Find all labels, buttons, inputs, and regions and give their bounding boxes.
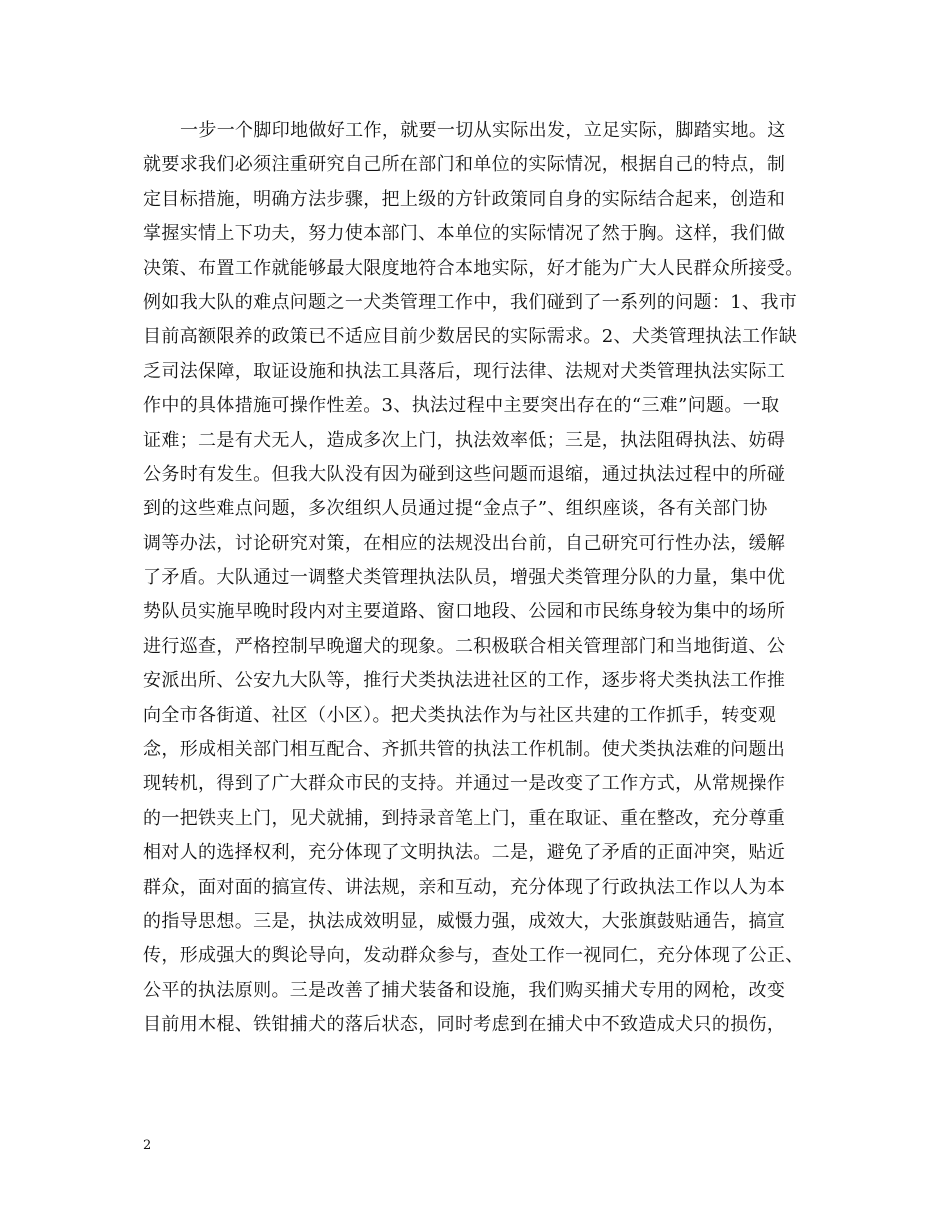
text-line: 的一把铁夹上门，见犬就捕，到持录音笔上门，重在取证、重在整改，充分尊重 [143, 807, 786, 829]
text-line: 目前用木棍、铁钳捕犬的落后状态，同时考虑到在捕犬中不致造成犬只的损伤， [143, 1014, 786, 1036]
text-line: 调等办法，讨论研究对策，在相应的法规没出台前，自己研究可行性办法，缓解 [143, 532, 786, 554]
text-line: 向全市各街道、社区（小区）。把犬类执法作为与社区共建的工作抓手，转变观 [143, 704, 777, 726]
text-line: 乏司法保障，取证设施和执法工具落后，现行法律、法规对犬类管理执法实际工 [143, 360, 786, 382]
text-line: 进行巡查，严格控制早晚遛犬的现象。二积极联合相关管理部门和当地街道、公 [143, 635, 786, 657]
text-line: 证难；二是有犬无人，造成多次上门，执法效率低；三是，执法阻碍执法、妨碍 [143, 429, 786, 451]
text-line: 决策、布置工作就能够最大限度地符合本地实际，好才能为广大人民群众所接受。 [143, 257, 804, 279]
text-line: 群众，面对面的搞宣传、讲法规，亲和互动，充分体现了行政执法工作以人为本 [143, 876, 786, 898]
text-line: 公平的执法原则。三是改善了捕犬装备和设施，我们购买捕犬专用的网枪，改变 [143, 979, 786, 1001]
text-line: 安派出所、公安九大队等，推行犬类执法进社区的工作，逐步将犬类执法工作推 [143, 670, 786, 692]
text-line: 目前高额限养的政策已不适应目前少数居民的实际需求。2、犬类管理执法工作缺 [143, 326, 798, 348]
text-line: 例如我大队的难点问题之一犬类管理工作中，我们碰到了一系列的问题：1、我市 [143, 291, 798, 313]
text-line: 现转机，得到了广大群众市民的支持。并通过一是改变了工作方式，从常规操作 [143, 773, 786, 795]
text-line: 掌握实情上下功夫，努力使本部门、本单位的实际情况了然于胸。这样，我们做 [143, 223, 786, 245]
text-line: 相对人的选择权利，充分体现了文明执法。二是，避免了矛盾的正面冲突，贴近 [143, 842, 786, 864]
text-line: 的指导思想。三是，执法成效明显，威慑力强，成效大，大张旗鼓贴通告，搞宣 [143, 910, 786, 932]
text-line: 了矛盾。大队通过一调整犬类管理执法队员，增强犬类管理分队的力量，集中优 [143, 567, 786, 589]
text-line: 定目标措施，明确方法步骤，把上级的方针政策同自身的实际结合起来，创造和 [143, 188, 786, 210]
text-line: 就要求我们必须注重研究自己所在部门和单位的实际情况，根据自己的特点，制 [143, 154, 786, 176]
body-paragraph [143, 114, 813, 1043]
text-line: 到的这些难点问题，多次组织人员通过提“金点子”、组织座谈，各有关部门协 [143, 498, 768, 520]
text-line: 念，形成相关部门相互配合、齐抓共管的执法工作机制。使犬类执法难的问题出 [143, 739, 786, 761]
text-line: 作中的具体措施可操作性差。3、执法过程中主要突出存在的“三难”问题。一取 [143, 395, 780, 417]
text-line: 一步一个脚印地做好工作，就要一切从实际出发，立足实际，脚踏实地。这 [180, 120, 786, 141]
page-number: 2 [143, 1138, 152, 1153]
text-line: 传，形成强大的舆论导向，发动群众参与，查处工作一视同仁，充分体现了公正、 [143, 945, 804, 967]
text-line: 势队员实施早晚时段内对主要道路、窗口地段、公园和市民练身较为集中的场所 [143, 601, 786, 623]
text-line: 公务时有发生。但我大队没有因为碰到这些问题而退缩，通过执法过程中的所碰 [143, 463, 786, 485]
